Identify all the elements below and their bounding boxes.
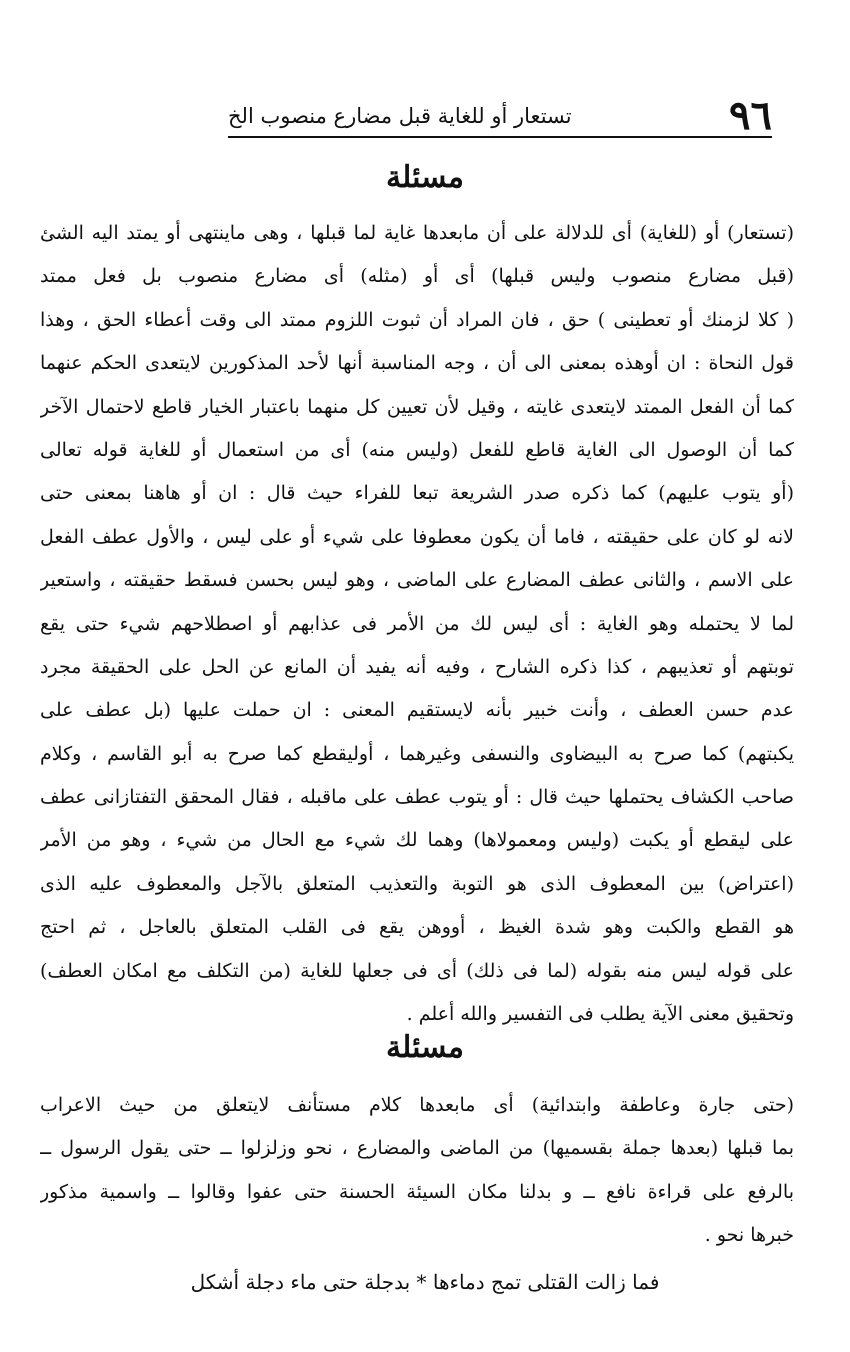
text-line: ( كلا لزمنك أو تعطينى ) حق ، فان المراد أن ثبوت اللزوم ممتد الى وقت أعطاء الحق ، وهذا <box>40 308 794 331</box>
text-line: (تستعار) أو (للغاية) أى للدلالة على أن مابعدها غاية لما قبلها ، وهى ماينتهى أو يمتد اليه الشئ <box>40 222 794 244</box>
text-line: (اعتراض) بين المعطوف الذى هو التوبة والتعذيب المتعلق بالآجل والمعطوف عليه الذى <box>40 872 794 895</box>
text-line: كما أن الفعل الممتد لايتعدى غايته ، وقيل لأن تعيين كل منهما باعتبار الخيار قاطع لاحتمال الآخر <box>40 395 794 418</box>
page-number: ٩٦ <box>729 92 772 139</box>
text-line: (أو يتوب عليهم) كما ذكره صدر الشريعة تبعا للفراء حيث قال : ان أو هاهنا بمعنى حتى <box>40 482 794 505</box>
text-line: (قبل مضارع منصوب وليس قبلها) أى أو (مثله) أى مضارع منصوب بل فعل ممتد <box>40 265 794 288</box>
text-line: هو القطع والكبت وهو شدة الغيظ ، أووهن يقع فى القلب المتعلق بالعاجل ، ثم احتج <box>40 916 794 939</box>
text-line: كما أن الوصول الى الغاية قاطع للفعل (وليس منه) أى من استعمال أو للغاية قوله تعالى <box>40 438 794 461</box>
section-body <box>40 1084 794 1258</box>
text-line: (حتى جارة وعاطفة وابتدائية) أى مابعدها كلام مستأنف لايتعلق من حيث الاعراب <box>40 1094 794 1116</box>
text-line: صاحب الكشاف يحتملها حيث قال : أو يتوب عطف على ماقبله ، فقال المحقق التفتازانى عطف <box>40 786 794 809</box>
poetry-verse: فما زالت القتلى تمج دماءها * بدجلة حتى ماء دجلة أشكل <box>190 1270 660 1294</box>
running-title: تستعار أو للغاية قبل مضارع منصوب الخ <box>228 104 572 128</box>
section-title: مسئلة <box>386 1030 464 1065</box>
section-title: مسئلة <box>386 160 464 195</box>
text-line: خبرها نحو . <box>704 1224 794 1247</box>
text-line: عدم حسن العطف ، وأنت خبير بأنه لايستقيم المعنى : ان حملت عليها (بل عطف على <box>40 699 794 722</box>
text-line: لما لا يحتمله وهو الغاية : أى ليس لك من الأمر فى عذابهم أو اصطلاحهم شيء حتى يقع <box>40 612 794 635</box>
text-line: على ليقطع أو يكبت (وليس ومعمولاها) وهما لك شيء مع الحال من شيء ، وهو من الأمر <box>40 829 794 852</box>
section-body <box>40 212 794 1036</box>
text-line: بما قبلها (بعدها جملة بقسميها) من الماضى والمضارع ، نحو وزلزلوا ــ حتى يقول الرسول ــ <box>40 1137 794 1160</box>
text-line: يكبتهم) كما صرح به البيضاوى والنسفى وغيرهما ، أوليقطع كما صرح به أبو القاسم ، وكلام <box>40 742 794 765</box>
text-line: لانه لو كان على حقيقته ، فاما أن يكون معطوفا على شيء أو على ليس ، والأول عطف الفعل <box>40 525 794 548</box>
text-line: على الاسم ، والثانى عطف المضارع على الماضى ، وهو ليس بحسن فسقط حقيقته ، واستعير <box>40 569 794 592</box>
page-header <box>228 92 772 139</box>
text-line: قول النحاة : ان أوهذه بمعنى الى أن ، وجه المناسبة أنها لأحد المذكورين لايتعدى الحكم عنهما <box>40 352 794 375</box>
text-line: توبتهم أو تعذيبهم ، كذا ذكره الشارح ، وفيه أنه يفيد أن المانع عن الحل على الحقيقة مجرد <box>40 655 794 678</box>
text-line: وتحقيق معنى الآية يطلب فى التفسير والله أعلم . <box>406 1003 794 1026</box>
text-line: بالرفع على قراءة نافع ــ و بدلنا مكان السيئة الحسنة حتى عفوا وقالوا ــ واسمية مذكور <box>40 1180 794 1203</box>
text-line: على قوله ليس منه بقوله (لما فى ذلك) أى فى جعلها للغاية (من التكلف مع امكان العطف) <box>40 959 794 982</box>
